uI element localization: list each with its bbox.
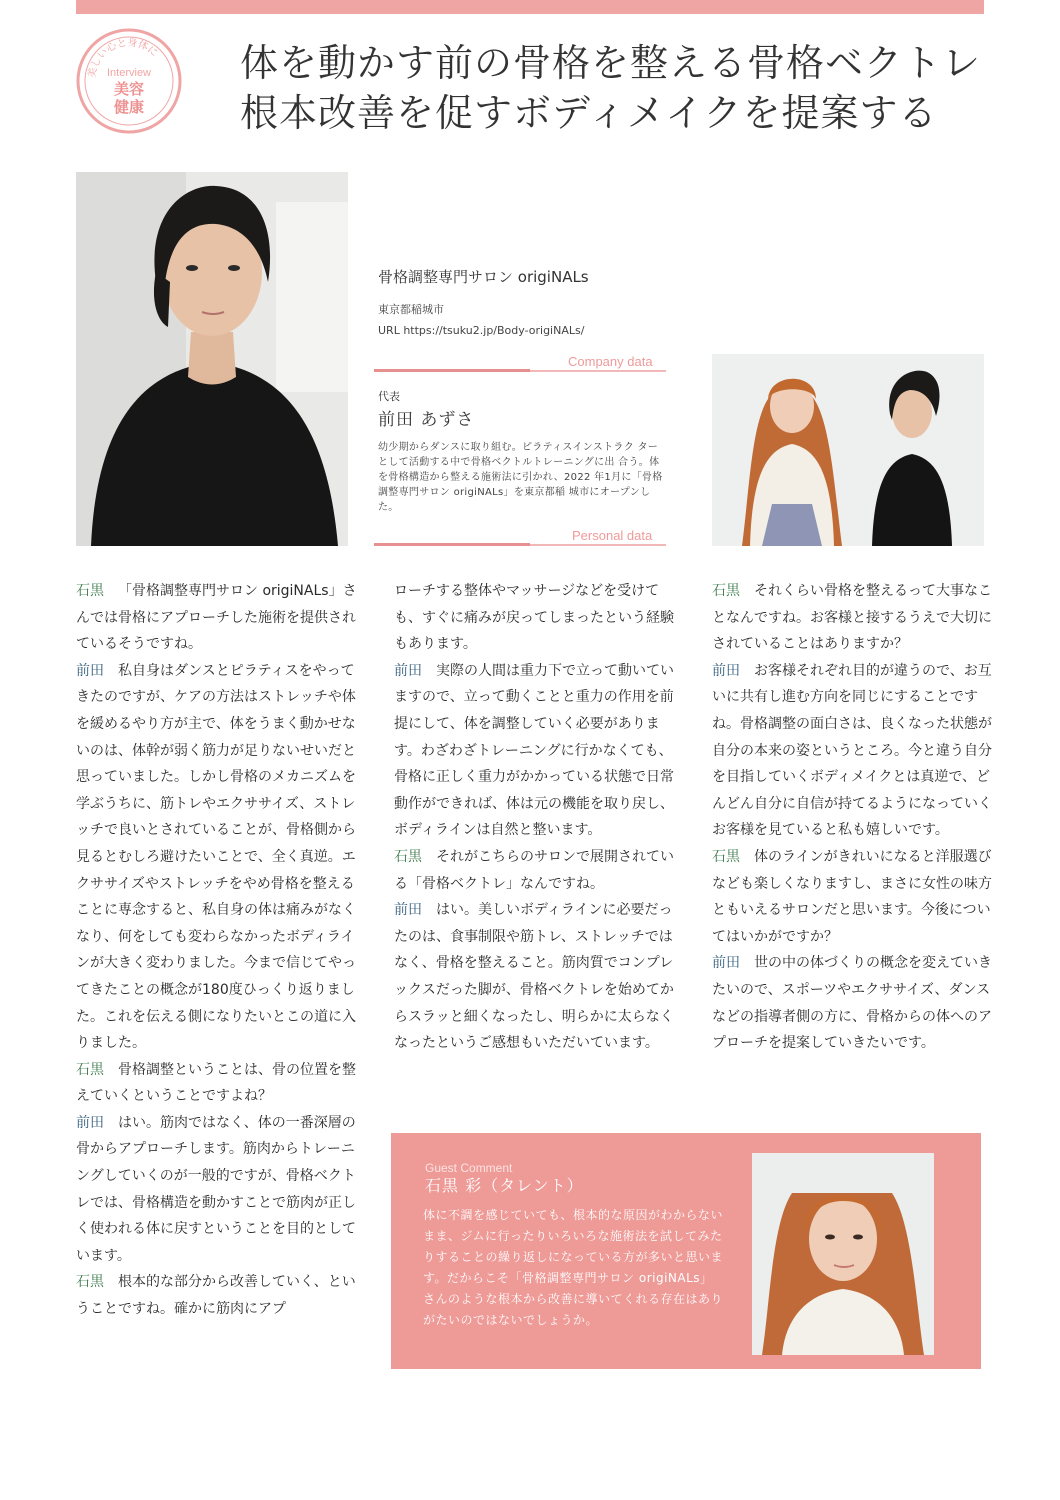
company-name: 骨格調整専門サロン origiNALs <box>378 268 589 286</box>
company-location: 東京都稲城市 <box>378 303 444 316</box>
person-bio: 幼少期からダンスに取り組む。ピラティスインストラク ターとして活動する中で骨格ベクトルトレーニングに出 合う。体を骨格構造から整える施術法に引かれ、2022 年1月に「骨格調整専門サロン origiNALs」を東京都稲 城市にオープンした。 <box>378 442 663 513</box>
turn-text: ローチする整体やマッサージなどを受けても、すぐに痛みが戻ってしまったという経験もあります。 <box>394 583 674 653</box>
guest-comment-label: Guest Comment <box>425 1161 513 1175</box>
speaker-label: 前田 <box>712 955 740 972</box>
guest-comment-text: 体に不調を感じていても、根本的な原因がわからないまま、ジムに行ったりいろいろな施術法を試してみたりすることの繰り返しになっている方が多いと思います。だからこそ「骨格調整専門サロン origiNALs」さんのような根本から改善に導いてくれる存在はありがたいのではないでしょうか。 <box>423 1208 724 1327</box>
interview-turn <box>712 578 994 658</box>
interview-column-1 <box>76 578 358 1323</box>
company-data <box>378 266 668 341</box>
interview-turn <box>76 578 358 658</box>
badge-word: Interview <box>106 67 152 79</box>
badge-arc-text: 美しい心と身体に <box>86 37 160 79</box>
turn-text: 体のラインがきれいになると洋服選びなども楽しくなりますし、まさに女性の味方ともいえるサロンだと思います。今後についてはいかがですか？ <box>712 848 992 945</box>
badge-line2: 健康 <box>113 98 145 116</box>
speaker-label: 石黒 <box>712 583 740 599</box>
speaker-label: 前田 <box>394 662 422 679</box>
speaker-label: 前田 <box>394 902 422 919</box>
guest-photo <box>752 1153 934 1355</box>
interview-turn <box>712 658 994 844</box>
interview-turn <box>76 1269 358 1322</box>
speaker-label: 前田 <box>76 1114 104 1131</box>
company-url[interactable]: URL https://tsuku2.jp/Body-origiNALs/ <box>378 324 585 337</box>
speaker-label: 前田 <box>76 662 104 679</box>
speaker-label: 石黒 <box>394 848 422 865</box>
interview-column-2 <box>394 578 676 1057</box>
title-line-1: 体を動かす前の骨格を整える骨格ベクトレ <box>240 41 982 85</box>
turn-text: 私自身はダンスとピラティスをやってきたのですが、ケアの方法はストレッチや体を緩めるやり方が主で、体をうまく動かせないのは、体幹が弱く筋力が足りないせいだと思っていました。しかし骨格のメカニズムを学ぶうちに、筋トレやエクササイズ、ストレッチで良いとされていることが、骨格側から見るとむしろ避けたいことで、全く真逆。エクササイズやストレッチをやめ骨格を整えることに専念すると、私自身の体は痛みがなくなり、何をしても変わらなかったボディラインが大きく変わりました。今まで信じてやってきたことの概念が180度ひっくり返りました。これを伝える側になりたいとこの道に入りました。 <box>76 662 356 1052</box>
speaker-label: 石黒 <box>76 1274 104 1291</box>
interview-turn <box>76 658 358 1057</box>
turn-text: それくらい骨格を整えるって大事なことなんですね。お客様と接するうえで大切にされていることはありますか？ <box>712 583 992 653</box>
interview-column-3 <box>712 578 994 1057</box>
interview-turn <box>712 844 994 950</box>
portrait-photo <box>76 172 348 546</box>
interview-turn <box>394 844 676 897</box>
guest-name: 石黒 彩（タレント） <box>425 1176 584 1195</box>
speaker-label: 石黒 <box>76 583 104 599</box>
interview-turn <box>394 658 676 844</box>
turn-text: はい。美しいボディラインに必要だったのは、食事制限や筋トレ、ストレッチではなく、骨格を整えること。筋肉質でコンプレックスだった脚が、骨格ベクトレを始めてからスラッと細くなったし、明らかに太らなくなったというご感想もいただいています。 <box>394 902 674 1052</box>
turn-text: 実際の人間は重力下で立って動いていますので、立って動くことと重力の作用を前提にして、体を調整していく必要があります。わざわざトレーニングに行かなくても、骨格に正しく重力がかかっている状態で日常動作ができれば、体は元の機能を取り戻し、ボディラインは自然と整います。 <box>394 662 674 839</box>
personal-divider <box>374 544 666 546</box>
turn-text: 「骨格調整専門サロン origiNALs」さんでは骨格にアプローチした施術を提供されているそうですね。 <box>76 583 357 653</box>
turn-text: 根本的な部分から改善していく、ということですね。確かに筋肉にアプ <box>76 1274 356 1318</box>
interview-turn <box>712 950 994 1056</box>
interview-badge <box>76 28 182 134</box>
interview-turn <box>76 1110 358 1270</box>
turn-text: お客様それぞれ目的が違うので、お互いに共有し進む方向を同じにすることですね。骨格調整の面白さは、良くなった状態が自分の本来の姿というところ。今と違う自分を目指していくボディメイクとは真逆で、どんどん自分に自信が持てるようになっていくお客様を見ていると私も嬉しいです。 <box>712 662 992 839</box>
person-role: 代表 <box>378 390 400 403</box>
top-accent-bar <box>76 0 984 14</box>
person-name: 前田 あずさ <box>378 410 475 430</box>
interview-turn <box>76 1057 358 1110</box>
interview-turn <box>394 897 676 1057</box>
turn-text: はい。筋肉ではなく、体の一番深層の骨からアプローチします。筋肉からトレーニングしていくのが一般的ですが、骨格ベクトレでは、骨格構造を動かすことで筋肉が正しく使われる体に戻すということを目的としています。 <box>76 1114 356 1264</box>
page-title <box>240 38 1000 138</box>
turn-text: 骨格調整ということは、骨の位置を整えていくということですよね？ <box>76 1061 356 1105</box>
turn-text: 世の中の体づくりの概念を変えていきたいので、スポーツやエクササイズ、ダンスなどの指導者側の方に、骨格からの体へのアプローチを提案していきたいです。 <box>712 955 992 1052</box>
interview-turn-continued <box>394 578 676 658</box>
speaker-label: 石黒 <box>712 848 740 865</box>
title-line-2: 根本改善を促すボディメイクを提案する <box>240 91 938 135</box>
personal-data-label: Personal data <box>572 528 653 543</box>
duo-photo <box>712 354 984 546</box>
turn-text: それがこちらのサロンで展開されている「骨格ベクトレ」なんですね。 <box>394 848 674 892</box>
badge-line1: 美容 <box>113 80 145 98</box>
company-divider <box>374 370 666 372</box>
speaker-label: 石黒 <box>76 1061 104 1078</box>
speaker-label: 前田 <box>712 662 740 679</box>
personal-data <box>378 388 668 515</box>
company-data-label: Company data <box>568 354 653 369</box>
guest-comment-box <box>391 1133 981 1369</box>
